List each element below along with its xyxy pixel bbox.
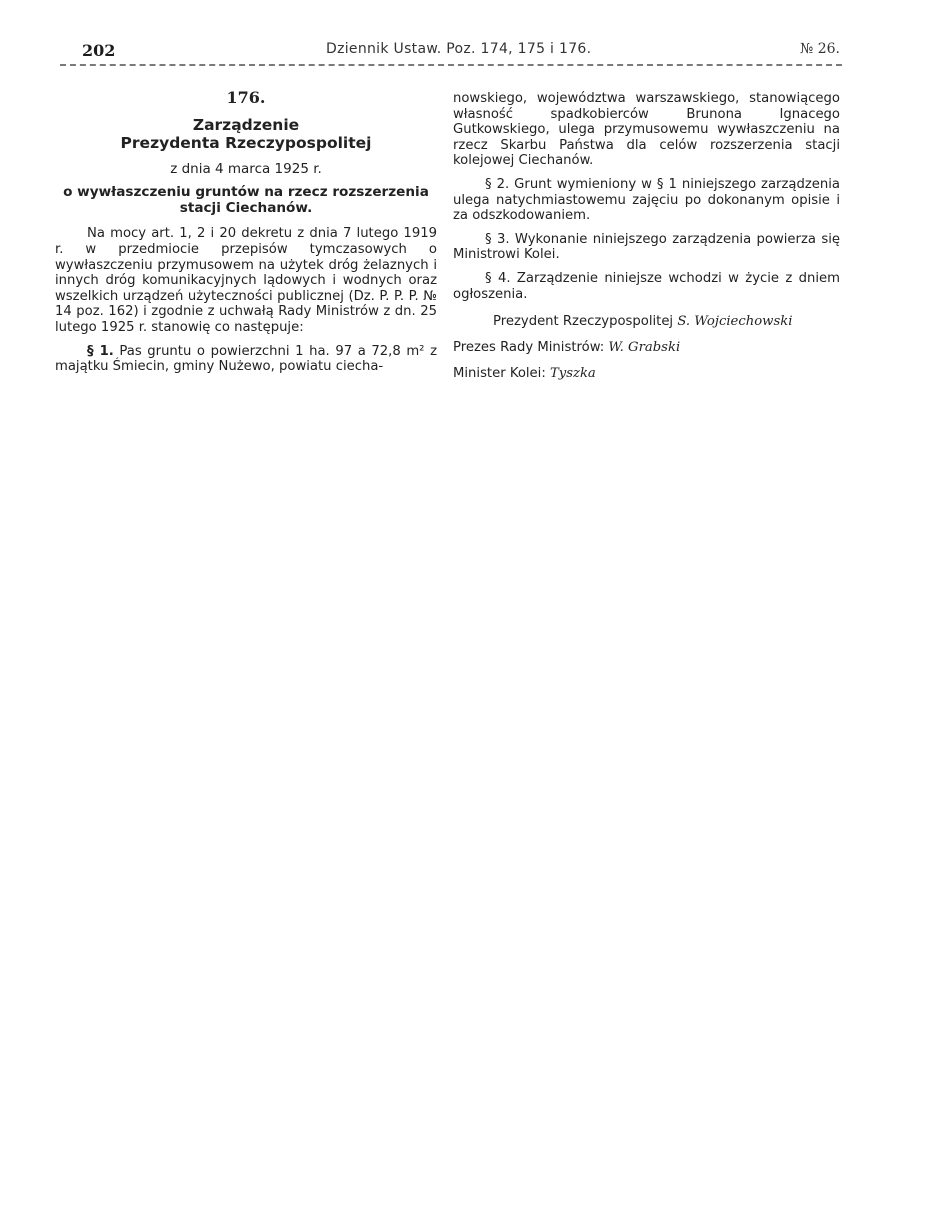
page-header xyxy=(60,41,840,61)
signature-prime-minister xyxy=(453,340,840,356)
preamble: Na mocy art. 1, 2 i 20 dekretu z dnia 7 lutego 1919 r. w przedmiocie przepisów tymczasowych o wywłaszczeniu przymusowem na użytek dróg żelaznych i innych dróg komunikacyjnych lądowych i wodnych oraz wszelkich urządzeń użyteczności publicznej (Dz. P. P. P. № 14 poz. 162) i zgodnie z uchwałą Rady Ministrów z dn. 25 lutego 1925 r. stanowię co następuje: xyxy=(55,226,437,335)
signature-role: Prezydent Rzeczypospolitej xyxy=(493,314,674,330)
header-rule xyxy=(60,64,842,66)
paragraph-4 xyxy=(453,271,840,302)
paragraph-1-continuation: nowskiego, województwa warszawskiego, stanowiącego własność spadkobierców Brunona Ignacego Gutkowskiego, ulega przymusowemu wywłaszczeniu na rzecz Skarbu Państwa dla celów rozszerzenia stacji kolejowej Ciechanów. xyxy=(453,91,840,169)
paragraph-3 xyxy=(453,232,840,263)
paragraph-1-start xyxy=(55,344,437,375)
act-title-line2: Prezydenta Rzeczypospolitej xyxy=(120,133,372,152)
signature-name: S. Wojciechowski xyxy=(677,314,793,330)
act-title-line1: Zarządzenie xyxy=(192,115,300,134)
paragraph-2-text: Grunt wymieniony w § 1 niniejszego zarządzenia ulega natychmiastowemu zajęciu po dokonanym opisie i za odszkodowaniem. xyxy=(453,176,840,224)
paragraph-4-label: § 4. xyxy=(485,270,511,286)
paragraph-1-label: § 1. xyxy=(87,343,114,359)
signature-name: W. Grabski xyxy=(608,340,681,356)
left-column xyxy=(55,90,437,375)
act-date: z dnia 4 marca 1925 r. xyxy=(170,160,322,177)
paragraph-2-label: § 2. xyxy=(485,176,510,192)
paragraph-3-text: Wykonanie niniejszego zarządzenia powierza się Ministrowi Kolei. xyxy=(453,231,840,263)
paragraph-3-label: § 3. xyxy=(485,231,510,247)
act-number: 176. xyxy=(226,88,266,107)
signature-role: Minister Kolei: xyxy=(453,366,546,382)
right-column xyxy=(453,91,840,382)
journal-reference: Dziennik Ustaw. Poz. 174, 175 i 176. xyxy=(326,41,592,57)
signature-role: Prezes Rady Ministrów: xyxy=(453,340,605,356)
paragraph-4-text: Zarządzenie niniejsze wchodzi w życie z dniem ogłoszenia. xyxy=(453,270,841,302)
paragraph-1-text-left: Pas gruntu o powierzchni 1 ha. 97 a 72,8 m² z majątku Śmiecin, gminy Nużewo, powiatu ciecha- xyxy=(55,343,437,375)
signature-minister-railways xyxy=(453,366,840,382)
issue-number: № 26. xyxy=(800,41,840,57)
paragraph-2 xyxy=(453,177,840,224)
page-number: 202 xyxy=(82,41,116,60)
signature-president xyxy=(453,314,840,330)
act-subject: o wywłaszczeniu gruntów na rzecz rozszerzenia stacji Ciechanów. xyxy=(63,184,429,216)
signature-name: Tyszka xyxy=(549,366,596,382)
